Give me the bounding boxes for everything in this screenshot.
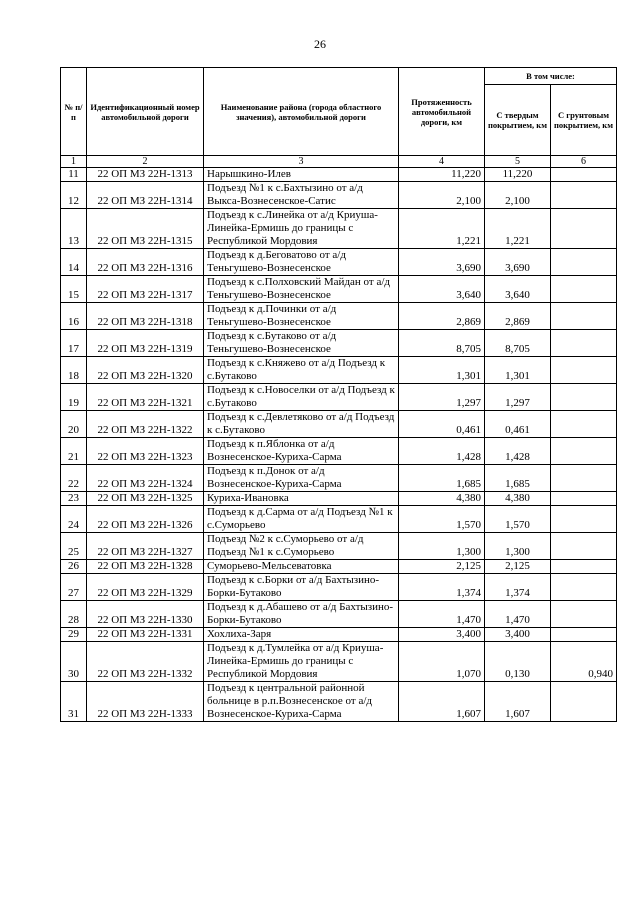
soft-surface-cell xyxy=(551,357,617,384)
table-row xyxy=(61,506,617,533)
table-row xyxy=(61,533,617,560)
table-row xyxy=(61,628,617,642)
road-id-cell: 22 ОП МЗ 22Н-1313 xyxy=(87,168,204,182)
row-number: 22 xyxy=(61,465,87,492)
header-name: Наименование района (города областного значения), автомобильной дороги xyxy=(204,68,399,156)
hard-surface-cell: 2,869 xyxy=(485,303,551,330)
road-name-cell: Подъезд к д.Абашево от а/д Бахтызино-Борки-Бутаково xyxy=(204,601,399,628)
table-row xyxy=(61,303,617,330)
road-name-cell: Хохлиха-Заря xyxy=(204,628,399,642)
length-cell: 0,461 xyxy=(399,411,485,438)
row-number: 15 xyxy=(61,276,87,303)
row-number: 11 xyxy=(61,168,87,182)
road-id-cell: 22 ОП МЗ 22Н-1330 xyxy=(87,601,204,628)
soft-surface-cell xyxy=(551,384,617,411)
length-cell: 3,690 xyxy=(399,249,485,276)
row-number: 21 xyxy=(61,438,87,465)
hard-surface-cell: 2,100 xyxy=(485,182,551,209)
road-name-cell: Подъезд к д.Тумлейка от а/д Криуша-Линейка-Ермишь до границы с Республикой Мордовия xyxy=(204,642,399,682)
soft-surface-cell xyxy=(551,628,617,642)
table-row xyxy=(61,492,617,506)
road-name-cell: Подъезд к п.Яблонка от а/д Вознесенское-Куриха-Сарма xyxy=(204,438,399,465)
row-number: 26 xyxy=(61,560,87,574)
column-number: 3 xyxy=(204,156,399,168)
road-name-cell: Подъезд к д.Починки от а/д Теньгушево-Вознесенское xyxy=(204,303,399,330)
column-number: 6 xyxy=(551,156,617,168)
road-id-cell: 22 ОП МЗ 22Н-1316 xyxy=(87,249,204,276)
row-number: 28 xyxy=(61,601,87,628)
hard-surface-cell: 1,570 xyxy=(485,506,551,533)
row-number: 13 xyxy=(61,209,87,249)
soft-surface-cell xyxy=(551,411,617,438)
hard-surface-cell: 3,640 xyxy=(485,276,551,303)
soft-surface-cell xyxy=(551,465,617,492)
length-cell: 1,570 xyxy=(399,506,485,533)
table-row xyxy=(61,411,617,438)
table-row xyxy=(61,330,617,357)
road-name-cell: Суморьево-Мельсеватовка xyxy=(204,560,399,574)
road-name-cell: Подъезд к д.Сарма от а/д Подъезд №1 к с.Суморьево xyxy=(204,506,399,533)
soft-surface-cell xyxy=(551,182,617,209)
length-cell: 11,220 xyxy=(399,168,485,182)
length-cell: 1,070 xyxy=(399,642,485,682)
table-row xyxy=(61,574,617,601)
hard-surface-cell: 1,470 xyxy=(485,601,551,628)
soft-surface-cell xyxy=(551,533,617,560)
hard-surface-cell: 1,297 xyxy=(485,384,551,411)
column-number: 2 xyxy=(87,156,204,168)
row-number: 14 xyxy=(61,249,87,276)
hard-surface-cell: 1,221 xyxy=(485,209,551,249)
hard-surface-cell: 8,705 xyxy=(485,330,551,357)
table-row xyxy=(61,438,617,465)
row-number: 30 xyxy=(61,642,87,682)
header-including: В том числе: xyxy=(485,68,617,85)
header-length: Протяженность автомобильной дороги, км xyxy=(399,68,485,156)
road-name-cell: Подъезд к с.Линейка от а/д Криуша-Линейка-Ермишь до границы с Республикой Мордовия xyxy=(204,209,399,249)
road-id-cell: 22 ОП МЗ 22Н-1324 xyxy=(87,465,204,492)
hard-surface-cell: 1,685 xyxy=(485,465,551,492)
road-name-cell: Подъезд к п.Донок от а/д Вознесенское-Куриха-Сарма xyxy=(204,465,399,492)
table-row xyxy=(61,182,617,209)
road-name-cell: Куриха-Ивановка xyxy=(204,492,399,506)
road-name-cell: Нарышкино-Илев xyxy=(204,168,399,182)
table-row xyxy=(61,249,617,276)
header-road-id: Идентификационный номер автомобильной дороги xyxy=(87,68,204,156)
road-name-cell: Подъезд к с.Новоселки от а/д Подъезд к с.Бутаково xyxy=(204,384,399,411)
table-body xyxy=(61,156,617,722)
table-row xyxy=(61,465,617,492)
table-row xyxy=(61,642,617,682)
header-num: № п/п xyxy=(61,68,87,156)
road-id-cell: 22 ОП МЗ 22Н-1332 xyxy=(87,642,204,682)
length-cell: 1,685 xyxy=(399,465,485,492)
road-id-cell: 22 ОП МЗ 22Н-1326 xyxy=(87,506,204,533)
hard-surface-cell: 1,374 xyxy=(485,574,551,601)
row-number: 24 xyxy=(61,506,87,533)
road-id-cell: 22 ОП МЗ 22Н-1314 xyxy=(87,182,204,209)
road-name-cell: Подъезд №2 к с.Суморьево от а/д Подъезд №1 к с.Суморьево xyxy=(204,533,399,560)
soft-surface-cell: 0,940 xyxy=(551,642,617,682)
roads-table xyxy=(60,67,617,722)
hard-surface-cell: 1,301 xyxy=(485,357,551,384)
soft-surface-cell xyxy=(551,168,617,182)
hard-surface-cell: 11,220 xyxy=(485,168,551,182)
road-id-cell: 22 ОП МЗ 22Н-1318 xyxy=(87,303,204,330)
road-name-cell: Подъезд к д.Беговатово от а/д Теньгушево-Вознесенское xyxy=(204,249,399,276)
row-number: 16 xyxy=(61,303,87,330)
column-numbers-row xyxy=(61,156,617,168)
length-cell: 1,607 xyxy=(399,682,485,722)
soft-surface-cell xyxy=(551,492,617,506)
road-name-cell: Подъезд №1 к с.Бахтызино от а/д Выкса-Вознесенское-Сатис xyxy=(204,182,399,209)
road-id-cell: 22 ОП МЗ 22Н-1317 xyxy=(87,276,204,303)
soft-surface-cell xyxy=(551,209,617,249)
length-cell: 2,100 xyxy=(399,182,485,209)
length-cell: 4,380 xyxy=(399,492,485,506)
column-number: 1 xyxy=(61,156,87,168)
soft-surface-cell xyxy=(551,682,617,722)
road-name-cell: Подъезд к с.Девлетяково от а/д Подъезд к с.Бутаково xyxy=(204,411,399,438)
hard-surface-cell: 3,400 xyxy=(485,628,551,642)
road-name-cell: Подъезд к с.Полховский Майдан от а/д Теньгушево-Вознесенское xyxy=(204,276,399,303)
length-cell: 8,705 xyxy=(399,330,485,357)
table-row xyxy=(61,276,617,303)
road-id-cell: 22 ОП МЗ 22Н-1329 xyxy=(87,574,204,601)
hard-surface-cell: 4,380 xyxy=(485,492,551,506)
road-id-cell: 22 ОП МЗ 22Н-1331 xyxy=(87,628,204,642)
soft-surface-cell xyxy=(551,330,617,357)
road-id-cell: 22 ОП МЗ 22Н-1322 xyxy=(87,411,204,438)
length-cell: 1,221 xyxy=(399,209,485,249)
hard-surface-cell: 2,125 xyxy=(485,560,551,574)
row-number: 29 xyxy=(61,628,87,642)
length-cell: 1,300 xyxy=(399,533,485,560)
soft-surface-cell xyxy=(551,438,617,465)
row-number: 19 xyxy=(61,384,87,411)
road-id-cell: 22 ОП МЗ 22Н-1333 xyxy=(87,682,204,722)
road-name-cell: Подъезд к центральной районной больнице в р.п.Вознесенское от а/д Вознесенское-Куриха-Сарма xyxy=(204,682,399,722)
column-number: 4 xyxy=(399,156,485,168)
row-number: 17 xyxy=(61,330,87,357)
length-cell: 2,125 xyxy=(399,560,485,574)
road-id-cell: 22 ОП МЗ 22Н-1323 xyxy=(87,438,204,465)
table-row xyxy=(61,560,617,574)
table-row xyxy=(61,384,617,411)
road-id-cell: 22 ОП МЗ 22Н-1319 xyxy=(87,330,204,357)
header-hard: С твердым покрытием, км xyxy=(485,85,551,156)
road-name-cell: Подъезд к с.Бутаково от а/д Теньгушево-Вознесенское xyxy=(204,330,399,357)
table-row xyxy=(61,601,617,628)
row-number: 25 xyxy=(61,533,87,560)
row-number: 23 xyxy=(61,492,87,506)
header-soft: С грунтовым покрытием, км xyxy=(551,85,617,156)
hard-surface-cell: 0,461 xyxy=(485,411,551,438)
row-number: 20 xyxy=(61,411,87,438)
length-cell: 1,428 xyxy=(399,438,485,465)
length-cell: 2,869 xyxy=(399,303,485,330)
column-number: 5 xyxy=(485,156,551,168)
soft-surface-cell xyxy=(551,506,617,533)
hard-surface-cell: 1,428 xyxy=(485,438,551,465)
length-cell: 1,301 xyxy=(399,357,485,384)
table-row xyxy=(61,168,617,182)
row-number: 27 xyxy=(61,574,87,601)
road-id-cell: 22 ОП МЗ 22Н-1327 xyxy=(87,533,204,560)
length-cell: 1,297 xyxy=(399,384,485,411)
table-row xyxy=(61,209,617,249)
road-name-cell: Подъезд к с.Борки от а/д Бахтызино-Борки-Бутаково xyxy=(204,574,399,601)
road-id-cell: 22 ОП МЗ 22Н-1320 xyxy=(87,357,204,384)
hard-surface-cell: 1,607 xyxy=(485,682,551,722)
page-number: 26 xyxy=(314,37,326,51)
length-cell: 3,640 xyxy=(399,276,485,303)
length-cell: 3,400 xyxy=(399,628,485,642)
road-name-cell: Подъезд к с.Княжево от а/д Подъезд к с.Бутаково xyxy=(204,357,399,384)
hard-surface-cell: 0,130 xyxy=(485,642,551,682)
road-id-cell: 22 ОП МЗ 22Н-1315 xyxy=(87,209,204,249)
soft-surface-cell xyxy=(551,249,617,276)
road-id-cell: 22 ОП МЗ 22Н-1321 xyxy=(87,384,204,411)
table-row xyxy=(61,682,617,722)
table-header xyxy=(61,68,617,156)
hard-surface-cell: 1,300 xyxy=(485,533,551,560)
row-number: 31 xyxy=(61,682,87,722)
soft-surface-cell xyxy=(551,601,617,628)
length-cell: 1,374 xyxy=(399,574,485,601)
table-row xyxy=(61,357,617,384)
row-number: 12 xyxy=(61,182,87,209)
soft-surface-cell xyxy=(551,560,617,574)
soft-surface-cell xyxy=(551,303,617,330)
row-number: 18 xyxy=(61,357,87,384)
soft-surface-cell xyxy=(551,574,617,601)
road-id-cell: 22 ОП МЗ 22Н-1328 xyxy=(87,560,204,574)
soft-surface-cell xyxy=(551,276,617,303)
hard-surface-cell: 3,690 xyxy=(485,249,551,276)
length-cell: 1,470 xyxy=(399,601,485,628)
road-id-cell: 22 ОП МЗ 22Н-1325 xyxy=(87,492,204,506)
